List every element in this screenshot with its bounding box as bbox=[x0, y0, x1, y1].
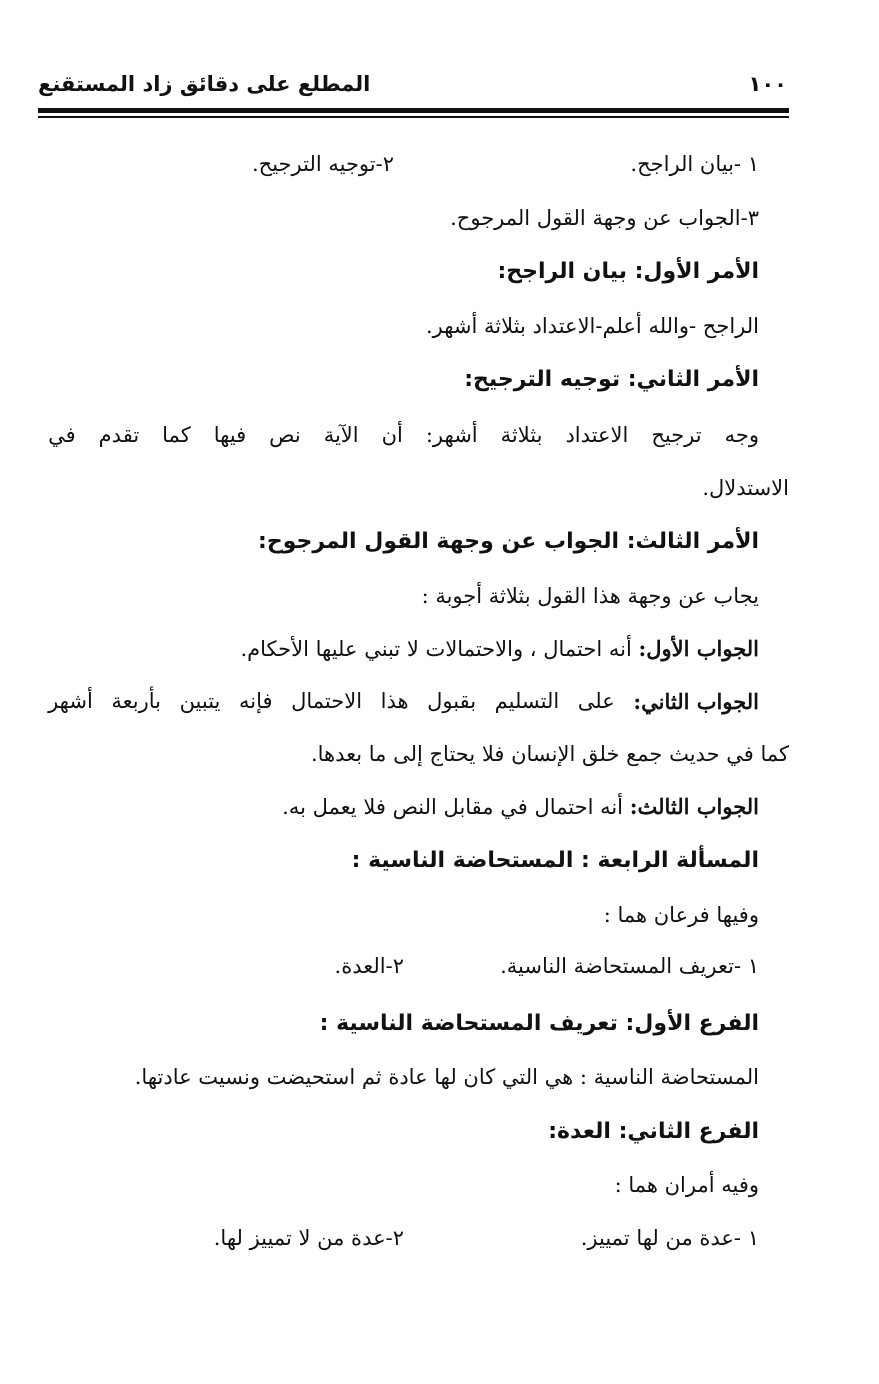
word: ترجيح bbox=[651, 423, 702, 447]
heading-second-matter: الأمر الثاني: توجيه الترجيح: bbox=[464, 367, 759, 392]
word: نص bbox=[269, 423, 301, 447]
word: بثلاثة bbox=[500, 423, 543, 447]
answer-first-label: الجواب الأول: bbox=[638, 636, 759, 661]
word: الاحتمال bbox=[291, 689, 363, 713]
paragraph-definition: المستحاضة الناسية : هي التي كان لها عادة ثم استحيضت ونسيت عادتها. bbox=[134, 1065, 759, 1089]
list3-item2: ٢-عدة من لا تمييز لها. bbox=[213, 1226, 404, 1250]
answer-second-line2: كما في حديث جمع خلق الإنسان فلا يحتاج إلى ما بعدها. bbox=[310, 742, 789, 766]
heading-first-branch: الفرع الأول: تعريف المستحاضة الناسية : bbox=[319, 1011, 759, 1036]
word: وجه bbox=[724, 423, 759, 447]
word: على bbox=[577, 689, 615, 713]
header-rule-thick bbox=[38, 108, 789, 113]
paragraph-two-branches: وفيها فرعان هما : bbox=[603, 903, 759, 927]
word: كما bbox=[162, 423, 191, 447]
paragraph-answers-intro: يجاب عن وجهة هذا القول بثلاثة أجوبة : bbox=[421, 584, 759, 608]
answer-second-label: الجواب الثاني: bbox=[633, 689, 759, 714]
answer-third bbox=[282, 796, 759, 818]
word: فإنه bbox=[238, 689, 273, 713]
paragraph-justification-line2: الاستدلال. bbox=[702, 476, 789, 500]
word: تقدم bbox=[98, 423, 140, 447]
word: هذا bbox=[380, 689, 409, 713]
word: الآية bbox=[323, 423, 359, 447]
heading-second-branch: الفرع الثاني: العدة: bbox=[548, 1119, 759, 1144]
word: بأربعة bbox=[111, 689, 161, 713]
heading-first-matter: الأمر الأول: بيان الراجح: bbox=[497, 259, 759, 284]
paragraph-justification-line1 bbox=[48, 425, 759, 446]
heading-fourth-issue: المسألة الرابعة : المستحاضة الناسية : bbox=[351, 848, 759, 873]
list3-item1: ١ -عدة من لها تمييز. bbox=[580, 1226, 759, 1250]
word: في bbox=[48, 423, 76, 447]
list2-item1: ١ -تعريف المستحاضة الناسية. bbox=[500, 954, 759, 978]
heading-third-matter: الأمر الثالث: الجواب عن وجهة القول المرجوح: bbox=[258, 529, 759, 554]
answer-second-line1 bbox=[48, 691, 759, 712]
answer-third-label: الجواب الثالث: bbox=[629, 794, 759, 819]
header-rule-thin bbox=[38, 116, 789, 118]
word: أن bbox=[381, 423, 403, 447]
word: بقبول bbox=[427, 689, 477, 713]
paragraph-two-matters: وفيه أمران هما : bbox=[614, 1173, 759, 1197]
page-number: ١٠٠ bbox=[748, 72, 787, 96]
list1-item1: ١ -بيان الراجح. bbox=[630, 152, 759, 176]
word: التسليم bbox=[494, 689, 560, 713]
word: يتبين bbox=[179, 689, 221, 713]
word: فيها bbox=[213, 423, 247, 447]
book-title: المطلع على دقائق زاد المستقنع bbox=[38, 72, 371, 96]
answer-first-text: أنه احتمال ، والاحتمالات لا تبني عليها الأحكام. bbox=[240, 637, 632, 661]
answer-third-text: أنه احتمال في مقابل النص فلا يعمل به. bbox=[282, 795, 624, 819]
word: أشهر: bbox=[425, 423, 478, 447]
word: أشهر bbox=[48, 689, 93, 713]
list1-item2: ٢-توجيه الترجيح. bbox=[251, 152, 394, 176]
paragraph-preferred-view: الراجح -والله أعلم-الاعتداد بثلاثة أشهر. bbox=[425, 314, 759, 338]
answer-first bbox=[240, 638, 759, 660]
list1-item3: ٣-الجواب عن وجهة القول المرجوح. bbox=[450, 206, 759, 230]
word: الاعتداد bbox=[565, 423, 629, 447]
list2-item2: ٢-العدة. bbox=[334, 954, 404, 978]
